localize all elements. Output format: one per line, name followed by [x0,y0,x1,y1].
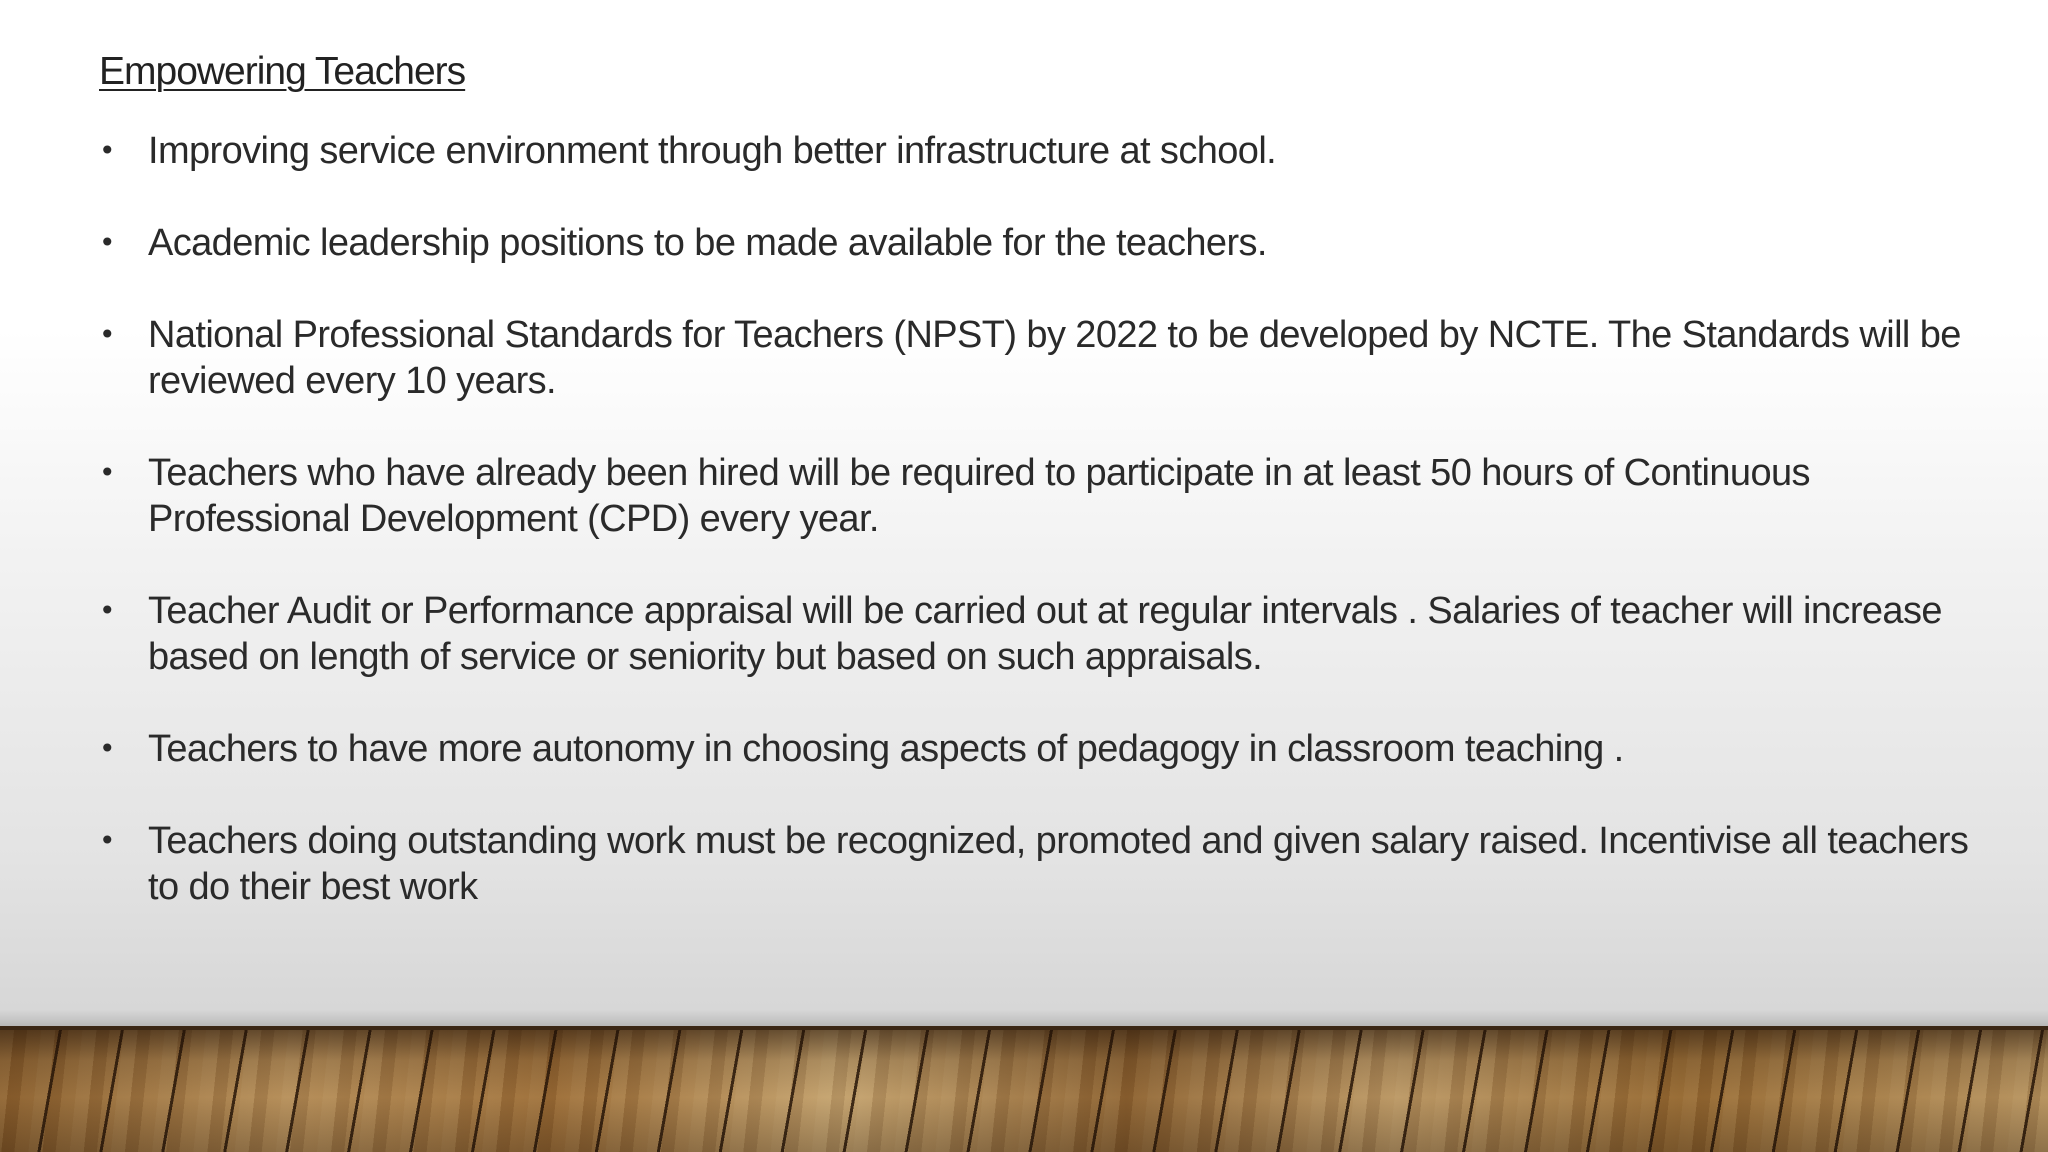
bullet-icon: • [99,732,115,765]
bullet-icon: • [99,226,115,259]
bullet-icon: • [99,134,115,167]
floor-shading [0,1030,2048,1152]
bullet-item [99,726,1979,772]
bullet-text: Academic leadership positions to be made available for the teachers. [148,222,1267,264]
bullet-item [99,588,1979,680]
bullet-list [99,128,1979,910]
bullet-icon: • [99,456,115,489]
slide-title: Empowering Teachers [99,50,466,93]
bullet-item [99,220,1979,266]
bullet-text: Teachers who have already been hired will be required to participate in at least 50 hours of Continuous Professional Development (CPD) every year. [148,452,1810,540]
bullet-text: Teachers to have more autonomy in choosing aspects of pedagogy in classroom teaching . [148,728,1624,770]
bullet-text: National Professional Standards for Teachers (NPST) by 2022 to be developed by NCTE. The Standards will be reviewed every 10 years. [148,314,1961,402]
bullet-icon: • [99,318,115,351]
bullet-icon: • [99,824,115,857]
bullet-text: Improving service environment through better infrastructure at school. [148,130,1277,172]
bullet-text: Teacher Audit or Performance appraisal will be carried out at regular intervals . Salaries of teacher will increase based on length of service or seniority but based on such appraisals. [148,590,1942,678]
bullet-item [99,312,1979,404]
bullet-text: Teachers doing outstanding work must be recognized, promoted and given salary raised. Incentivise all teachers to do their best work [148,820,1969,908]
bullet-icon: • [99,594,115,627]
bullet-item [99,818,1979,910]
bullet-item [99,450,1979,542]
bullet-item [99,128,1979,174]
